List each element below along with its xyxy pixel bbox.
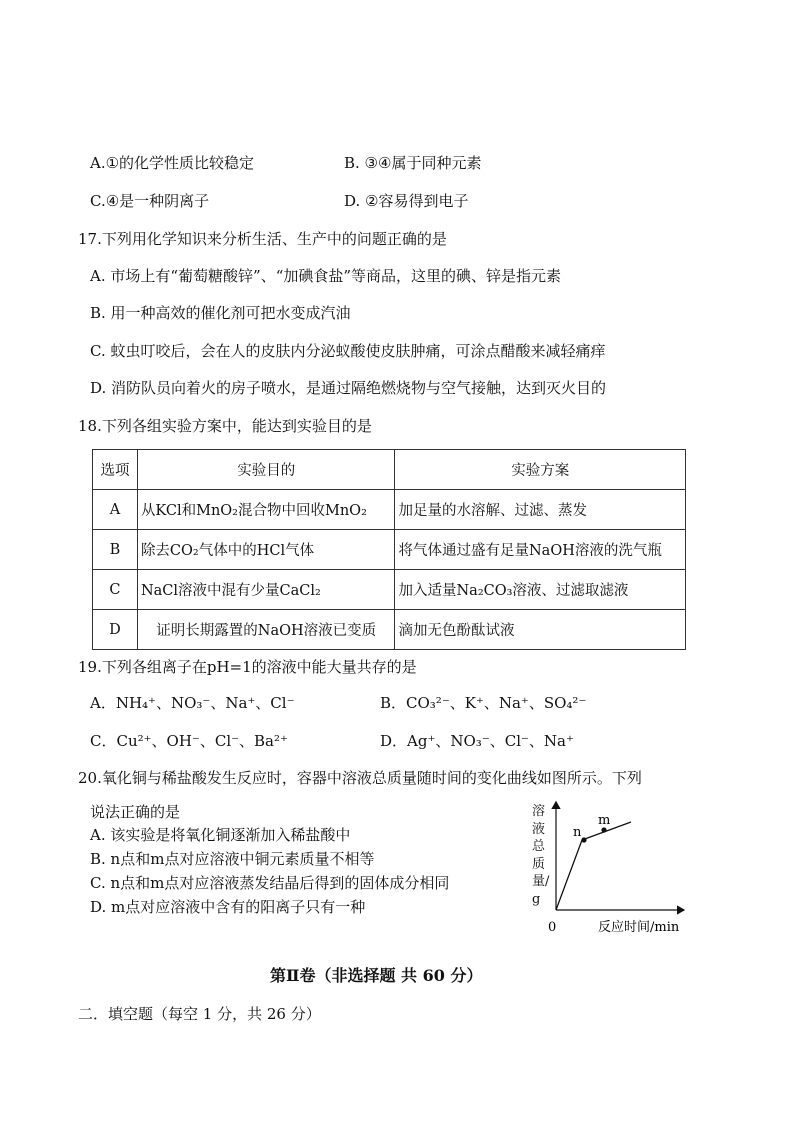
q19-stem: 19.下列各组离子在pH=1的溶液中能大量共存的是 xyxy=(78,658,417,676)
point-m-label: m xyxy=(598,813,611,828)
point-n xyxy=(581,837,586,842)
header-option: 选项 xyxy=(93,450,138,490)
experiment-table xyxy=(92,449,686,650)
q16-option-c: C.④是一种阴离子 xyxy=(90,192,210,210)
row-plan: 加入适量Na₂CO₃溶液、过滤取滤液 xyxy=(395,570,686,610)
row-goal: 从KCl和MnO₂混合物中回收MnO₂ xyxy=(137,490,395,530)
q17-option-a: A. 市场上有“葡萄糖酸锌”、“加碘食盐”等商品，这里的碘、锌是指元素 xyxy=(90,267,562,285)
q20-option-a: A. 该实验是将氧化铜逐渐加入稀盐酸中 xyxy=(90,826,351,844)
section-2-part-heading: 二．填空题（每空 1 分，共 26 分） xyxy=(78,1005,321,1023)
q16-option-a: A.①的化学性质比较稳定 xyxy=(90,154,255,172)
mass-curve xyxy=(556,822,631,910)
point-m xyxy=(601,827,606,832)
row-option: A xyxy=(93,490,138,530)
header-goal: 实验目的 xyxy=(137,450,395,490)
row-plan: 滴加无色酚酞试液 xyxy=(395,610,686,650)
q17-stem: 17.下列用化学知识来分析生活、生产中的问题正确的是 xyxy=(78,230,447,248)
q16-option-d: D. ②容易得到电子 xyxy=(344,192,469,210)
table-row xyxy=(93,490,686,530)
q17-option-c: C. 蚊虫叮咬后，会在人的皮肤内分泌蚁酸使皮肤肿痛，可涂点醋酸来减轻痛痒 xyxy=(90,342,606,360)
table-header-row xyxy=(93,450,686,490)
table-row xyxy=(93,530,686,570)
row-goal: NaCl溶液中混有少量CaCl₂ xyxy=(137,570,395,610)
q20-option-c: C. n点和m点对应溶液蒸发结晶后得到的固体成分相同 xyxy=(90,874,450,892)
x-axis-label: 反应时间/min xyxy=(598,920,680,935)
row-option: B xyxy=(93,530,138,570)
row-option: D xyxy=(93,610,138,650)
q20-option-b: B. n点和m点对应溶液中铜元素质量不相等 xyxy=(90,850,375,868)
q20-stem-continued: 说法正确的是 xyxy=(90,803,181,821)
q20-stem: 20.氧化铜与稀盐酸发生反应时，容器中溶液总质量随时间的变化曲线如图所示。下列 xyxy=(78,769,642,787)
q17-option-d: D. 消防队员向着火的房子喷水，是通过隔绝燃烧物与空气接触，达到灭火目的 xyxy=(90,379,607,397)
origin-label: 0 xyxy=(548,920,557,935)
table-row xyxy=(93,570,686,610)
section-2-title: 第Ⅱ卷（非选择题 共 60 分） xyxy=(270,966,483,985)
q16-option-b: B. ③④属于同种元素 xyxy=(344,154,482,172)
point-n-label: n xyxy=(573,825,582,840)
row-goal: 证明长期露置的NaOH溶液已变质 xyxy=(137,610,395,650)
q19-option-a: A．NH₄⁺、NO₃⁻、Na⁺、Cl⁻ xyxy=(90,694,295,712)
q19-option-d: D．Ag⁺、NO₃⁻、Cl⁻、Na⁺ xyxy=(380,732,574,750)
q19-option-c: C．Cu²⁺、OH⁻、Cl⁻、Ba²⁺ xyxy=(90,732,288,750)
row-plan: 将气体通过盛有足量NaOH溶液的洗气瓶 xyxy=(395,530,686,570)
header-plan: 实验方案 xyxy=(395,450,686,490)
row-option: C xyxy=(93,570,138,610)
row-goal: 除去CO₂气体中的HCl气体 xyxy=(137,530,395,570)
y-axis-label: 溶液总质量/g xyxy=(532,804,550,907)
row-plan: 加足量的水溶解、过滤、蒸发 xyxy=(395,490,686,530)
q18-stem: 18.下列各组实验方案中，能达到实验目的是 xyxy=(78,417,372,435)
table-row xyxy=(93,610,686,650)
q20-option-d: D. m点对应溶液中含有的阳离子只有一种 xyxy=(90,898,366,916)
mass-time-chart xyxy=(526,800,696,940)
q17-option-b: B. 用一种高效的催化剂可把水变成汽油 xyxy=(90,304,351,322)
q19-option-b: B．CO₃²⁻、K⁺、Na⁺、SO₄²⁻ xyxy=(380,694,587,712)
